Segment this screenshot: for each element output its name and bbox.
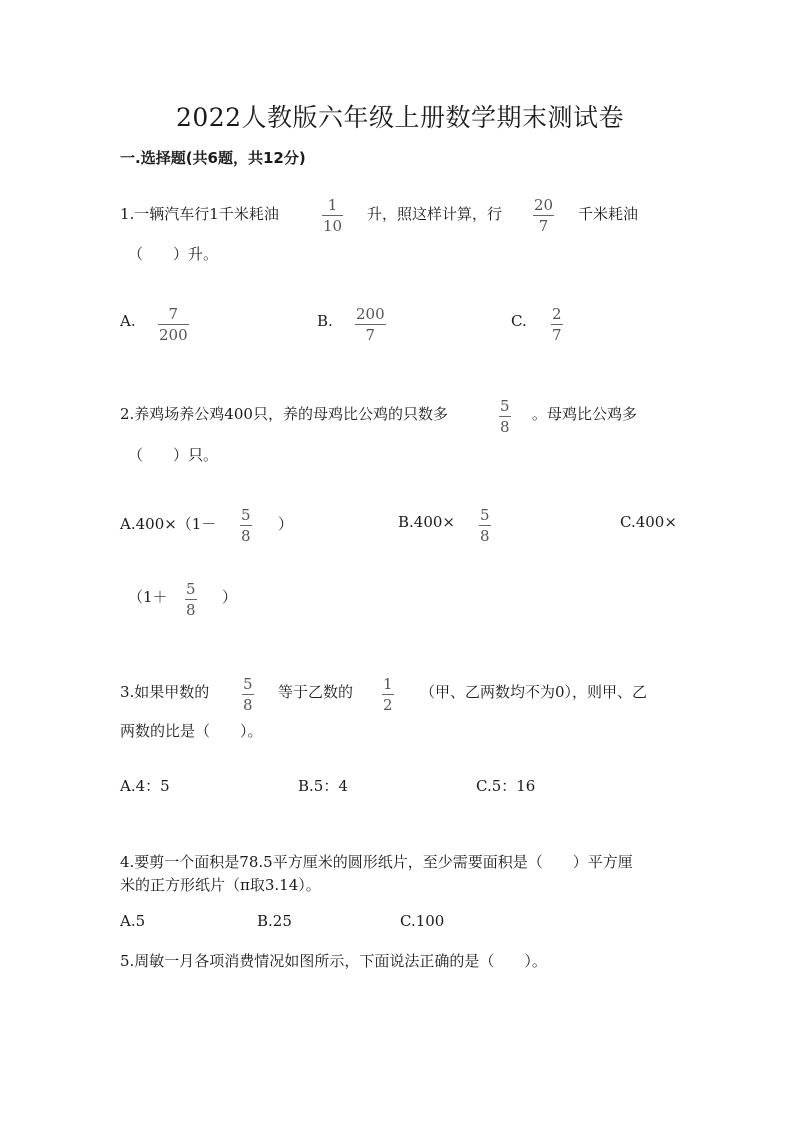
q1-fraction-1 [322, 196, 343, 235]
q3-frac1-num: 5 [243, 675, 253, 693]
q3-frac2-num: 1 [383, 675, 393, 693]
q1-frac1-num: 1 [327, 196, 338, 214]
fraction-bar [322, 215, 343, 216]
q2-text-b: 。母鸡比公鸡多 [532, 405, 638, 423]
fraction-bar [499, 416, 511, 417]
fraction-bar [479, 525, 491, 526]
q1-option-a-label: A. [120, 312, 136, 330]
q2-frac1-den: 8 [500, 418, 510, 436]
q2-opt-b-num: 5 [480, 506, 490, 524]
q1-opt-b-num: 200 [356, 305, 385, 323]
q3-text-b: 等于乙数的 [278, 683, 354, 701]
q1-option-b-fraction [355, 305, 386, 344]
q1-option-c-fraction [551, 305, 563, 344]
q2-option-b-pre: B.400× [398, 513, 455, 531]
q2-option-b-fraction [479, 506, 491, 545]
q1-opt-c-den: 7 [552, 326, 562, 344]
q2-option-a-post: ） [278, 515, 294, 533]
q1-text-c: 千米耗油 [578, 205, 639, 223]
q1-line-2: （ ）升。 [128, 245, 219, 263]
q1-frac2-num: 20 [534, 196, 554, 214]
fraction-bar [355, 324, 386, 325]
q2-opt-c-num: 5 [186, 580, 196, 598]
q2-opt-c-den: 8 [186, 601, 196, 619]
q1-frac1-den: 10 [323, 217, 343, 235]
q4-line-2: 米的正方形纸片（π取3.14）。 [120, 876, 321, 894]
q2-option-c-line2-pre: （1＋ [128, 588, 168, 606]
q2-opt-a-den: 8 [241, 527, 251, 545]
q5-line-1: 5.周敏一月各项消费情况如图所示，下面说法正确的是（ ）。 [120, 952, 547, 970]
q1-opt-c-num: 2 [552, 305, 562, 323]
q4-option-b: B.25 [257, 912, 292, 930]
q2-frac1-num: 5 [500, 397, 510, 415]
q3-text-c: （甲、乙两数均不为0），则甲、乙 [420, 683, 648, 701]
q2-fraction-1 [499, 397, 511, 436]
q3-fraction-1 [242, 675, 254, 714]
q2-opt-b-den: 8 [480, 527, 490, 545]
q2-line-2: （ ）只。 [128, 446, 219, 464]
q2-option-a-fraction [240, 506, 252, 545]
q1-option-a-fraction [158, 305, 189, 344]
fraction-bar [242, 694, 254, 695]
q2-option-a-pre: A.400×（1－ [120, 515, 217, 533]
q1-text-b: 升，照这样计算，行 [367, 205, 503, 223]
q2-option-c-fraction [185, 580, 197, 619]
fraction-bar [551, 324, 563, 325]
q1-opt-a-den: 200 [159, 326, 188, 344]
fraction-bar [533, 215, 554, 216]
q3-line-2: 两数的比是（ ）。 [120, 722, 263, 740]
page-title: 2022人教版六年级上册数学期末测试卷 [175, 103, 625, 132]
q4-line-1: 4.要剪一个面积是78.5平方厘米的圆形纸片，至少需要面积是（ ）平方厘 [120, 853, 633, 871]
q2-opt-a-num: 5 [241, 506, 251, 524]
q1-frac2-den: 7 [538, 217, 549, 235]
q4-option-a: A.5 [120, 912, 146, 930]
q3-option-a: A.4：5 [120, 777, 170, 795]
q3-option-b: B.5：4 [298, 777, 348, 795]
q3-frac2-den: 2 [383, 696, 393, 714]
fraction-bar [185, 599, 197, 600]
q3-text-a: 3.如果甲数的 [120, 683, 210, 701]
q1-fraction-2 [533, 196, 554, 235]
q3-fraction-2 [382, 675, 394, 714]
section-heading: 一.选择题(共6题，共12分) [120, 149, 306, 167]
q1-text-a: 1.一辆汽车行1千米耗油 [120, 205, 279, 223]
q1-option-c-label: C. [511, 312, 527, 330]
q2-text-a: 2.养鸡场养公鸡400只，养的母鸡比公鸡的只数多 [120, 405, 448, 423]
q4-option-c: C.100 [400, 912, 445, 930]
q1-option-b-label: B. [317, 312, 333, 330]
q2-option-c-post: ） [222, 588, 238, 606]
q3-frac1-den: 8 [243, 696, 253, 714]
q2-option-c-pre: C.400× [620, 513, 677, 531]
fraction-bar [382, 694, 394, 695]
q1-opt-b-den: 7 [365, 326, 376, 344]
q1-opt-a-num: 7 [168, 305, 179, 323]
fraction-bar [240, 525, 252, 526]
q3-option-c: C.5：16 [476, 777, 536, 795]
fraction-bar [158, 324, 189, 325]
